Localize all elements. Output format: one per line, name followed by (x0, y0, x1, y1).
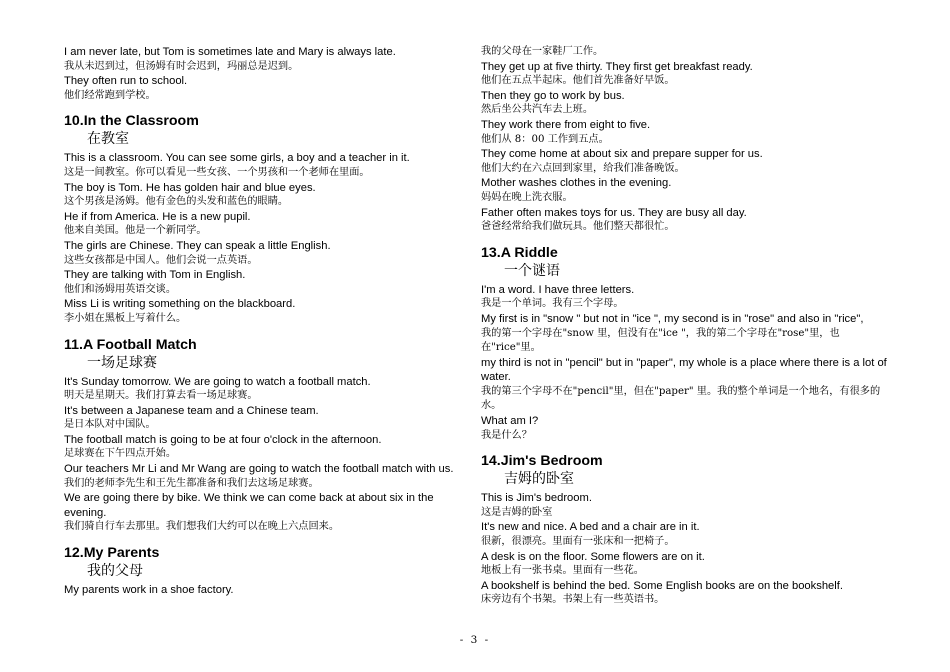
left-column (64, 45, 472, 598)
english-line: They are talking with Tom in English. (64, 269, 246, 282)
chinese-line: 我是一个单词。我有三个字母。 (481, 298, 624, 310)
section-subtitle: 一个谜语 (504, 262, 560, 279)
chinese-line: 他们经常跑到学校。 (64, 89, 156, 101)
english-line: Our teachers Mr Li and Mr Wang are going to watch the football match with us. (64, 463, 454, 476)
chinese-line: 床旁边有个书架。书架上有一些英语书。 (481, 594, 665, 606)
chinese-line: 他们从 8：00 工作到五点。 (481, 133, 609, 145)
english-line: I'm a word. I have three letters. (481, 283, 635, 296)
english-line: A desk is on the floor. Some flowers are on it. (481, 550, 705, 563)
section-heading: 13.A Riddle (481, 244, 558, 261)
chinese-line: 我从未迟到过，但汤姆有时会迟到，玛丽总是迟到。 (64, 60, 299, 72)
section-subtitle: 一场足球赛 (87, 354, 157, 371)
chinese-line: 他们在五点半起床。他们首先准备好早饭。 (481, 75, 675, 87)
english-line: My parents work in a shoe factory. (64, 584, 234, 597)
chinese-line: 地板上有一张书桌。里面有一些花。 (481, 565, 644, 577)
english-line: This is Jim's bedroom. (481, 492, 592, 505)
english-line: my third is not in "pencil" but in "paper", my whole is a place where there is a lot of water. (481, 356, 887, 384)
chinese-line: 我们骑自行车去那里。我们想我们大约可以在晚上六点回来。 (64, 521, 340, 533)
english-line: They come home at about six and prepare supper for us. (481, 148, 763, 161)
chinese-line: 他们大约在六点回到家里，给我们准备晚饭。 (481, 162, 685, 174)
english-line: The football match is going to be at four o'clock in the afternoon. (64, 433, 382, 446)
section-heading: 10.In the Classroom (64, 113, 199, 130)
chinese-line: 这是一间教室。你可以看见一些女孩、一个男孩和一个老师在里面。 (64, 166, 370, 178)
english-line: I am never late, but Tom is sometimes late and Mary is always late. (64, 46, 396, 58)
chinese-line: 明天是星期天。我们打算去看一场足球赛。 (64, 390, 258, 402)
section-subtitle: 吉姆的卧室 (504, 471, 574, 488)
chinese-line: 是日本队对中国队。 (64, 419, 156, 431)
chinese-line: 我的第一个字母在"snow 里，但没有在"ice "，我的第二个字母在"rose"里，也在"rice"里。 (481, 327, 840, 354)
english-line: Then they go to work by bus. (481, 89, 625, 102)
chinese-line: 然后坐公共汽车去上班。 (481, 104, 594, 116)
english-line: What am I? (481, 415, 539, 428)
section-heading: 12.My Parents (64, 545, 160, 562)
english-line: This is a classroom. You can see some girls, a boy and a teacher in it. (64, 152, 410, 165)
section-subtitle: 我的父母 (87, 563, 143, 580)
chinese-line: 这个男孩是汤姆。他有金色的头发和蓝色的眼睛。 (64, 196, 289, 208)
chinese-line: 我的第三个字母不在"pencil"里，但在"paper" 里。我的整个单词是一个地名，有很多的水。 (481, 385, 881, 412)
english-line: We are going there by bike. We think we can come back at about six in the evening. (64, 492, 434, 519)
english-line: My first is in "snow " but not in "ice ", my second is in "rose" and also in "rice", (481, 312, 864, 325)
english-line: It's new and nice. A bed and a chair are in it. (481, 521, 700, 534)
chinese-line: 我是什么？ (481, 429, 532, 441)
right-column (481, 45, 891, 608)
chinese-line: 很新，很漂亮。里面有一张床和一把椅子。 (481, 536, 675, 548)
chinese-line: 他来自美国。他是一个新同学。 (64, 225, 207, 237)
english-line: Father often makes toys for us. They are busy all day. (481, 206, 747, 219)
english-line: They often run to school. (64, 75, 188, 88)
english-line: Miss Li is writing something on the blackboard. (64, 298, 296, 311)
chinese-line: 爸爸经常给我们做玩具。他们整天都很忙。 (481, 221, 675, 233)
english-line: Mother washes clothes in the evening. (481, 177, 672, 190)
section-heading: 14.Jim's Bedroom (481, 453, 603, 470)
chinese-line: 他们和汤姆用英语交谈。 (64, 283, 177, 295)
chinese-line: 足球赛在下午四点开始。 (64, 448, 177, 460)
chinese-line: 妈妈在晚上洗衣服。 (481, 191, 573, 203)
chinese-line: 这是吉姆的卧室 (481, 506, 553, 518)
english-line: It's Sunday tomorrow. We are going to watch a football match. (64, 375, 371, 388)
english-line: They work there from eight to five. (481, 118, 651, 131)
page-number: - 3 - (459, 634, 491, 646)
chinese-line: 这些女孩都是中国人。他们会说一点英语。 (64, 254, 258, 266)
english-line: The boy is Tom. He has golden hair and blue eyes. (64, 181, 316, 194)
section-heading: 11.A Football Match (64, 336, 197, 353)
chinese-line: 我的父母在一家鞋厂工作。 (481, 46, 604, 57)
english-line: The girls are Chinese. They can speak a little English. (64, 239, 331, 252)
english-line: He if from America. He is a new pupil. (64, 210, 251, 223)
chinese-line: 我们的老师李先生和王先生都准备和我们去这场足球赛。 (64, 477, 319, 489)
english-line: A bookshelf is behind the bed. Some English books are on the bookshelf. (481, 579, 843, 592)
section-subtitle: 在教室 (87, 131, 129, 148)
chinese-line: 李小姐在黑板上写着什么。 (64, 312, 187, 324)
english-line: It's between a Japanese team and a Chinese team. (64, 404, 319, 417)
english-line: They get up at five thirty. They first get breakfast ready. (481, 60, 753, 73)
